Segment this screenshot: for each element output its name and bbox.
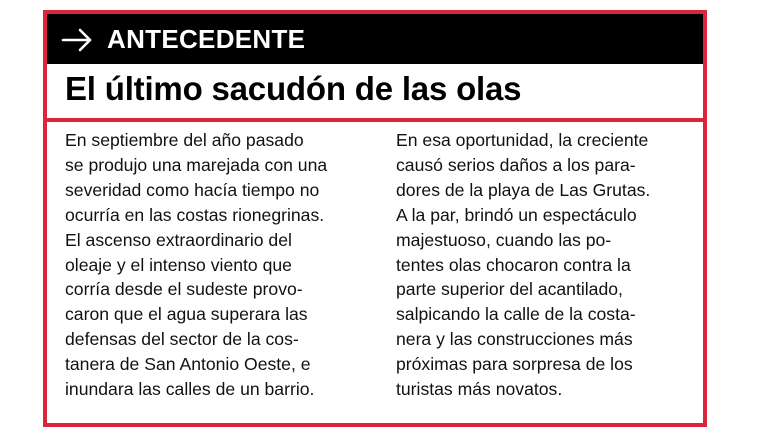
text-line: A la par, brindó un espectáculo: [396, 204, 637, 225]
text-line: tanera de San Antonio Oeste, e: [65, 354, 311, 375]
section-kicker: ANTECEDENTE: [107, 24, 306, 54]
text-line: parte superior del acantilado,: [396, 279, 623, 300]
text-line: ocurría en las costas rionegrinas.: [65, 204, 325, 225]
text-line: próximas para sorpresa de los: [396, 354, 633, 375]
arrow-right-icon: [61, 27, 93, 53]
text-line: severidad como hacía tiempo no: [65, 179, 320, 200]
text-line: turistas más novatos.: [396, 379, 563, 400]
headline: El último sacudón de las olas: [65, 70, 522, 107]
text-line: defensas del sector de la cos-: [65, 329, 299, 350]
text-line: El ascenso extraordinario del: [65, 229, 292, 250]
text-column-right: [396, 128, 696, 402]
header-bar: [47, 14, 703, 64]
text-line: caron que el agua superara las: [65, 304, 308, 325]
text-line: tentes olas chocaron contra la: [396, 254, 631, 275]
text-line: En esa oportunidad, la creciente: [396, 130, 649, 150]
text-line: En septiembre del año pasado: [65, 130, 304, 150]
text-line: oleaje y el intenso viento que: [65, 254, 292, 275]
text-line: causó serios daños a los para-: [396, 154, 636, 175]
text-line: corría desde el sudeste provo-: [65, 279, 303, 300]
divider: [47, 118, 703, 122]
text-line: salpicando la calle de la costa-: [396, 304, 636, 325]
text-line: nera y las construcciones más: [396, 329, 633, 350]
text-column-left: [65, 128, 365, 402]
text-line: dores de la playa de Las Grutas.: [396, 179, 651, 200]
text-line: se produjo una marejada con una: [65, 154, 328, 175]
info-box: [43, 10, 707, 427]
text-line: inundara las calles de un barrio.: [65, 379, 315, 400]
text-line: majestuoso, cuando las po-: [396, 229, 612, 250]
